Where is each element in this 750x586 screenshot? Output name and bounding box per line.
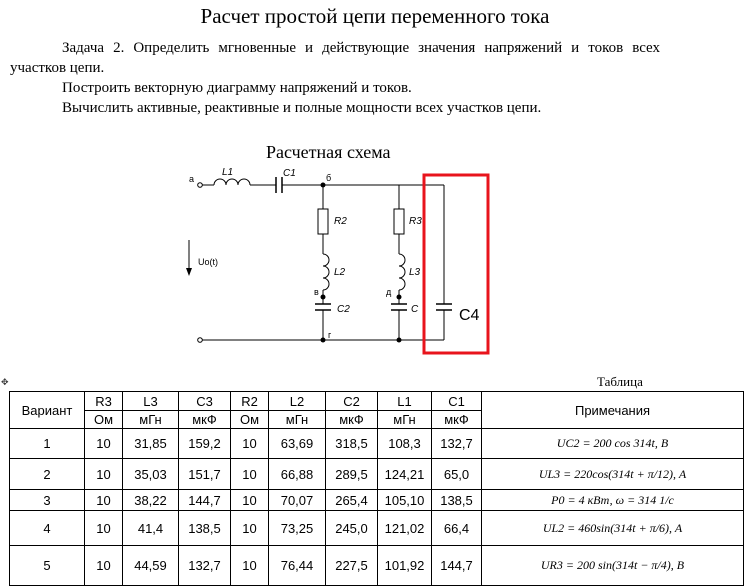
cell: 245,0 (326, 511, 378, 546)
terminal-bottom (198, 338, 203, 343)
table-row (10, 546, 744, 586)
label-node-g: г (328, 330, 332, 340)
cell: 10 (231, 429, 269, 459)
cell-note: UL3 = 220cos(314t + π/12), A (482, 459, 744, 490)
cell: 227,5 (326, 546, 378, 586)
header-name: C3 (179, 392, 231, 411)
header-unit: Ом (85, 411, 123, 429)
cell-note: P0 = 4 кВт, ω = 314 1/c (482, 490, 744, 511)
header-name: R3 (85, 392, 123, 411)
cell: 70,07 (269, 490, 326, 511)
cell: 132,7 (179, 546, 231, 586)
header-name: L2 (269, 392, 326, 411)
table-row (10, 511, 744, 546)
terminal-a (198, 183, 203, 188)
cell: 44,59 (123, 546, 179, 586)
cell-variant: 1 (10, 429, 85, 459)
node-v (321, 295, 326, 300)
cell: 41,4 (123, 511, 179, 546)
cell: 65,0 (432, 459, 482, 490)
label-C4: C4 (459, 307, 480, 324)
cell: 159,2 (179, 429, 231, 459)
label-R2: R2 (334, 216, 347, 227)
cell: 10 (85, 429, 123, 459)
resistor-R3 (394, 209, 404, 234)
cell: 38,22 (123, 490, 179, 511)
cell: 318,5 (326, 429, 378, 459)
header-unit: мГн (378, 411, 432, 429)
inductor-L2 (323, 254, 329, 290)
cell: 10 (231, 490, 269, 511)
cell: 73,25 (269, 511, 326, 546)
cell: 138,5 (432, 490, 482, 511)
node-d (397, 295, 402, 300)
node-g (321, 338, 326, 343)
label-C1: C1 (283, 168, 296, 179)
cell: 10 (231, 511, 269, 546)
table-move-handle[interactable]: ✥ (1, 378, 9, 388)
header-variant: Вариант (10, 392, 85, 429)
label-C2: C2 (337, 304, 350, 315)
table-row (10, 490, 744, 511)
node-bottom-2 (397, 338, 402, 343)
cell-variant: 4 (10, 511, 85, 546)
inductor-L3 (399, 254, 405, 290)
header-notes: Примечания (482, 392, 744, 429)
schema-title: Расчетная схема (266, 142, 391, 162)
cell-note: UL2 = 460sin(314t + π/6), A (482, 511, 744, 546)
cell: 31,85 (123, 429, 179, 459)
cell: 63,69 (269, 429, 326, 459)
cell: 66,88 (269, 459, 326, 490)
header-name: R2 (231, 392, 269, 411)
header-unit: Ом (231, 411, 269, 429)
task-text-1: Задача 2. Определить мгновенные и действующие значения напряжений и токов всех участков цепи. (10, 40, 660, 76)
cell: 10 (85, 490, 123, 511)
cell: 76,44 (269, 546, 326, 586)
label-L3: L3 (409, 267, 421, 278)
cell: 10 (85, 511, 123, 546)
cell: 10 (85, 459, 123, 490)
page-title: Расчет простой цепи переменного тока (200, 4, 550, 28)
cell: 101,92 (378, 546, 432, 586)
header-unit: мкФ (326, 411, 378, 429)
header-unit: мГн (123, 411, 179, 429)
label-C3: C (411, 304, 419, 315)
cell: 121,02 (378, 511, 432, 546)
cell: 138,5 (179, 511, 231, 546)
label-node-v: в (314, 287, 319, 297)
table-row (10, 429, 744, 459)
label-R3: R3 (409, 216, 422, 227)
parameters-table (9, 391, 744, 586)
label-node-a: а (189, 174, 195, 184)
table-row (10, 459, 744, 490)
task-text-2: Построить векторную диаграмму напряжений и токов. (62, 80, 412, 96)
label-voltage: Uo(t) (198, 257, 218, 267)
cell: 66,4 (432, 511, 482, 546)
cell-note: UC2 = 200 cos 314t, B (482, 429, 744, 459)
cell: 289,5 (326, 459, 378, 490)
cell: 151,7 (179, 459, 231, 490)
cell: 108,3 (378, 429, 432, 459)
cell: 10 (231, 459, 269, 490)
cell-note: UR3 = 200 sin(314t − π/4), B (482, 546, 744, 586)
highlight-frame-c4 (424, 175, 488, 353)
cell: 10 (231, 546, 269, 586)
cell: 124,21 (378, 459, 432, 490)
header-name: C1 (432, 392, 482, 411)
cell: 144,7 (432, 546, 482, 586)
label-node-d: д (386, 287, 392, 297)
cell-variant: 3 (10, 490, 85, 511)
inductor-L1 (214, 179, 250, 185)
cell-variant: 5 (10, 546, 85, 586)
cell-variant: 2 (10, 459, 85, 490)
label-node-b: б (326, 173, 332, 183)
resistor-R2 (318, 209, 328, 234)
cell: 132,7 (432, 429, 482, 459)
cell: 265,4 (326, 490, 378, 511)
label-L2: L2 (334, 267, 346, 278)
label-L1: L1 (222, 167, 234, 178)
task-text-3: Вычислить активные, реактивные и полные мощности всех участков цепи. (62, 100, 542, 116)
header-name: C2 (326, 392, 378, 411)
cell: 144,7 (179, 490, 231, 511)
table-caption: Таблица (597, 374, 643, 389)
header-name: L1 (378, 392, 432, 411)
node-b (321, 183, 326, 188)
header-unit: мГн (269, 411, 326, 429)
cell: 105,10 (378, 490, 432, 511)
header-name: L3 (123, 392, 179, 411)
cell: 10 (85, 546, 123, 586)
header-unit: мкФ (432, 411, 482, 429)
header-unit: мкФ (179, 411, 231, 429)
cell: 35,03 (123, 459, 179, 490)
